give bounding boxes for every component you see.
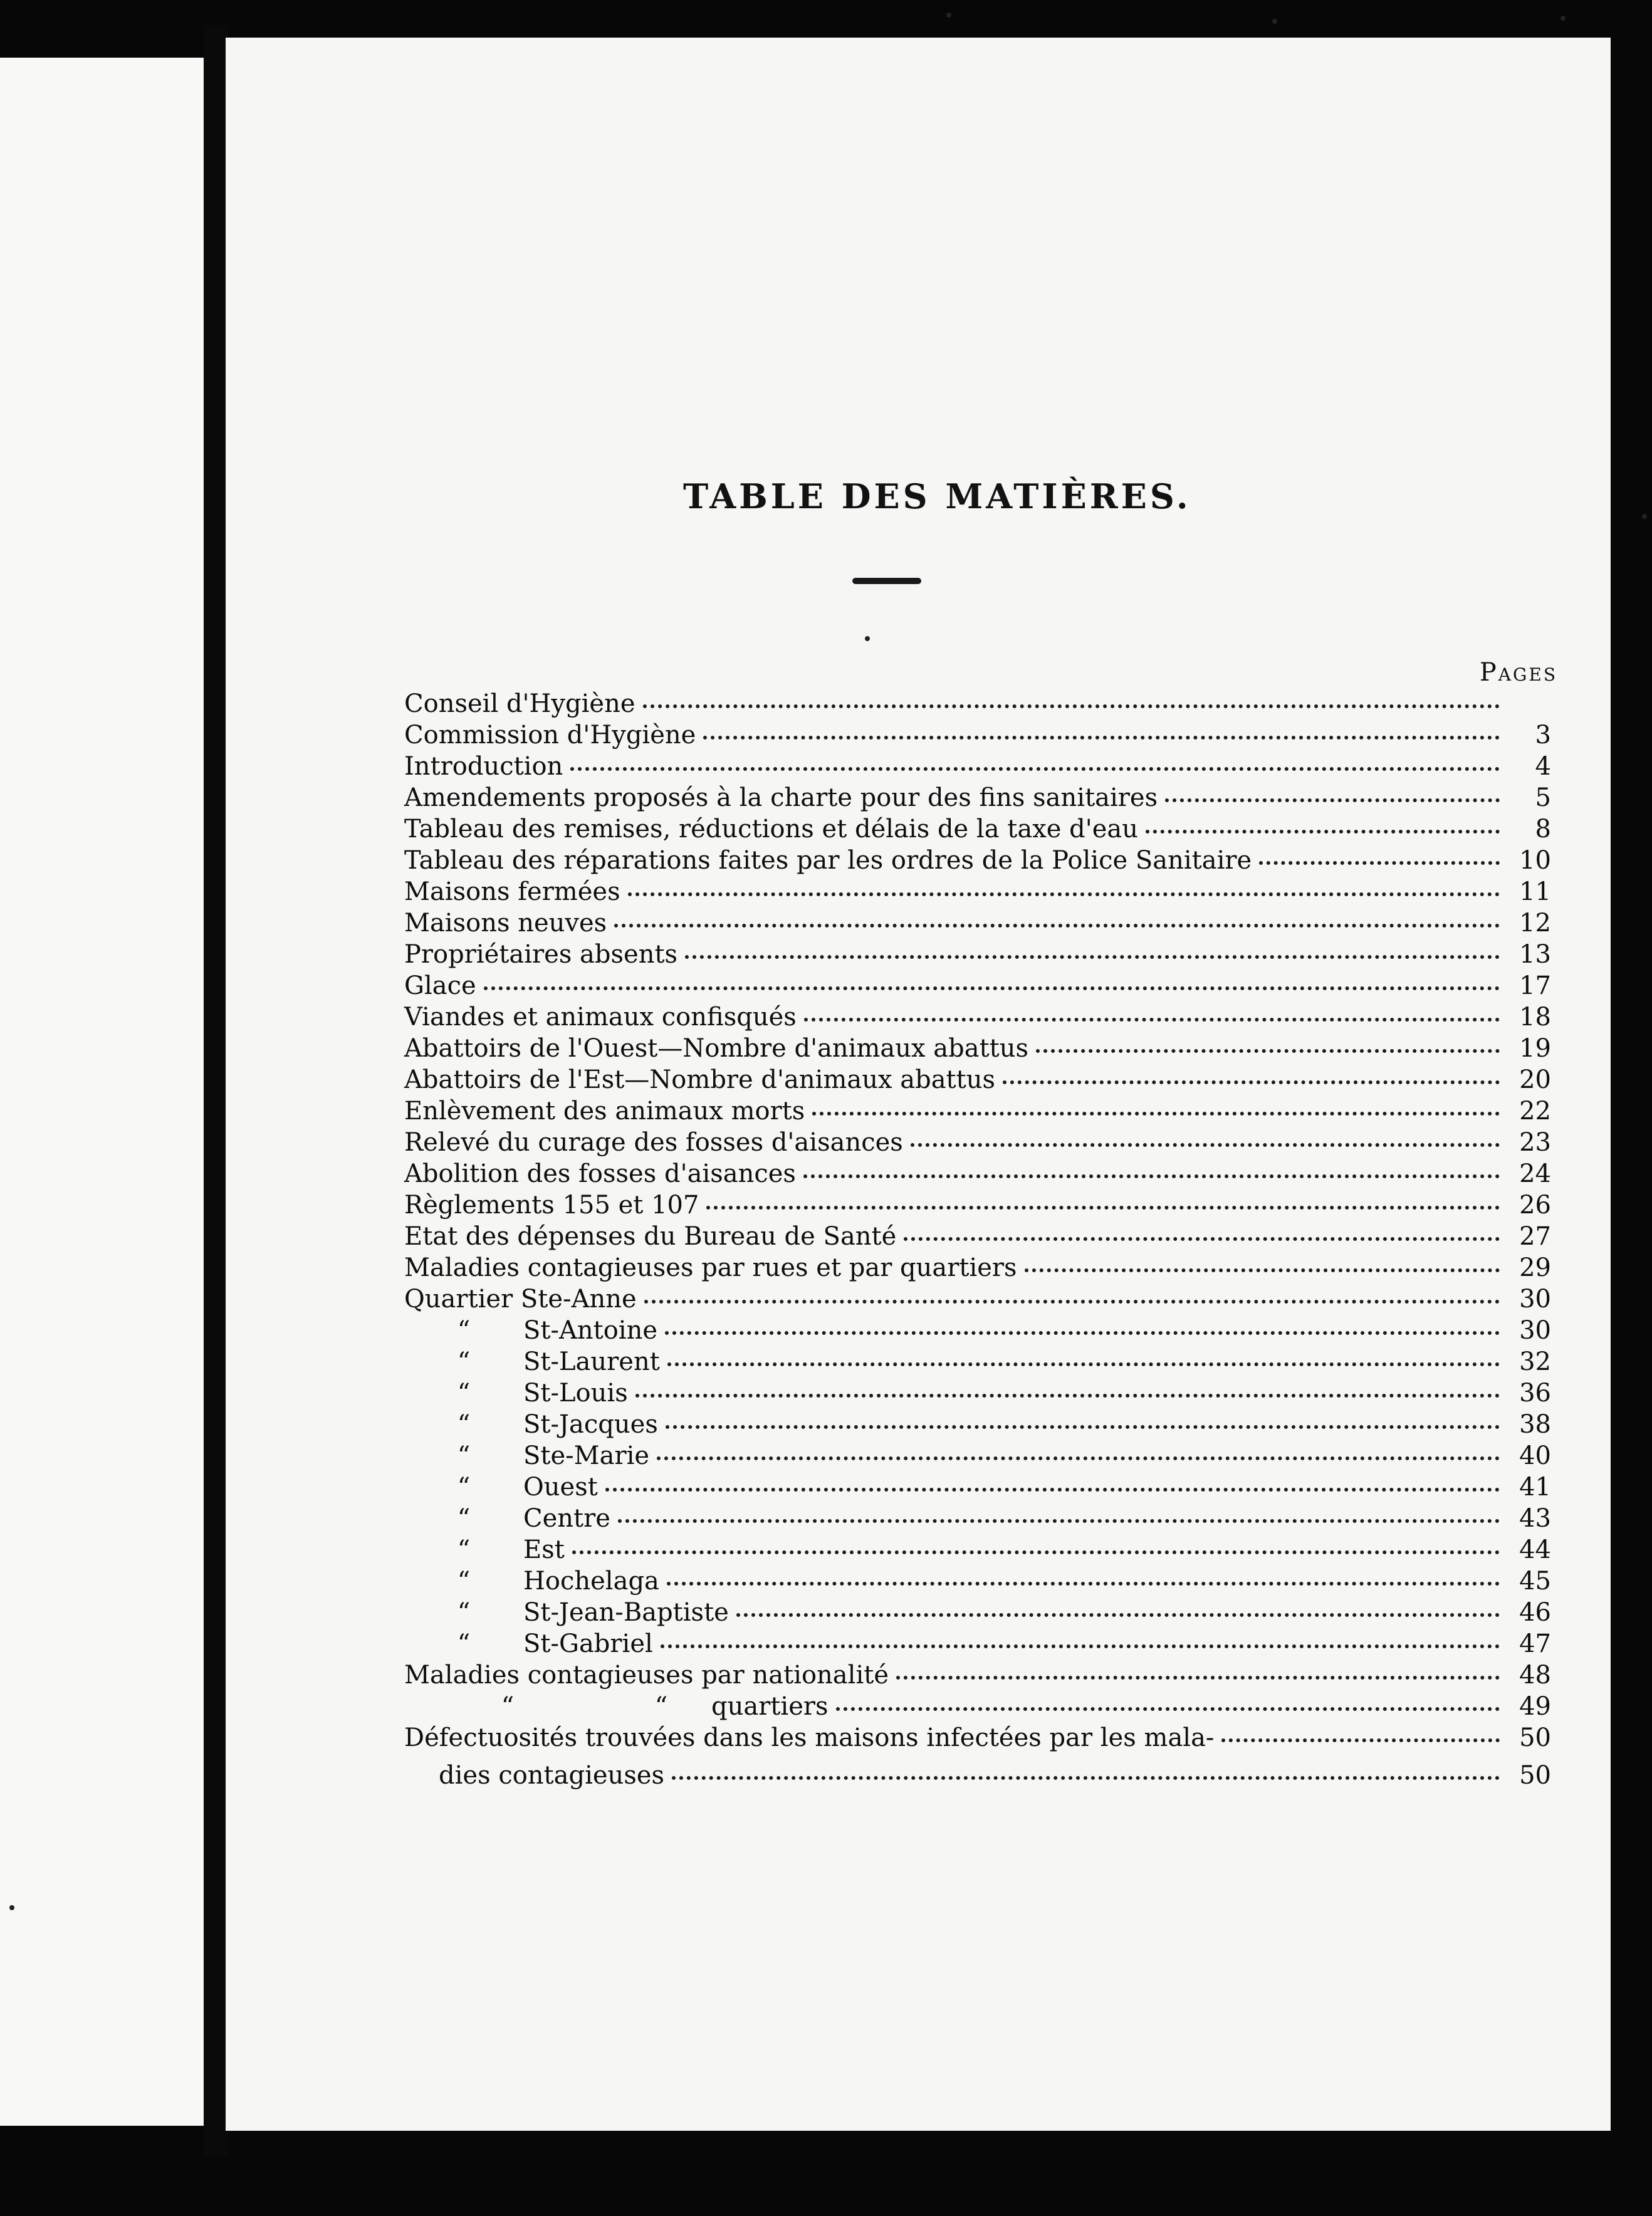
toc-entry-quartier: “ Ste-Marie 40: [457, 1441, 1551, 1470]
toc-entry-quartier: “ St-Jean-Baptiste 46: [457, 1598, 1551, 1627]
toc-entry: Abattoirs de l'Est—Nombre d'animaux abattus 20: [404, 1065, 1551, 1094]
toc-entry: Maisons fermées 11: [404, 877, 1551, 906]
toc-entry-quartier: “ St-Antoine 30: [457, 1316, 1551, 1345]
toc-entry-quartier: “ Est 44: [457, 1535, 1551, 1564]
page-title: TABLE DES MATIÈRES.: [683, 476, 1191, 516]
toc-entry: Viandes et animaux confisqués 18: [404, 1003, 1551, 1032]
toc-entry: Introduction 4: [404, 752, 1551, 781]
toc-entry-quartier: “ St-Gabriel 47: [457, 1629, 1551, 1658]
toc-entry: Propriétaires absents 13: [404, 940, 1551, 969]
toc-entry-quartier: “ Centre 43: [457, 1504, 1551, 1533]
toc-entry-quartier: “ St-Laurent 32: [457, 1347, 1551, 1376]
toc-entry: “ “ quartiers 49: [501, 1692, 1551, 1721]
toc-entry-quartier: “ St-Louis 36: [457, 1379, 1551, 1408]
toc-entry: Abattoirs de l'Ouest—Nombre d'animaux abattus 19: [404, 1034, 1551, 1063]
left-page-edge: [0, 58, 213, 2126]
toc-entry-quartier: “ Hochelaga 45: [457, 1567, 1551, 1596]
toc-entry: Commission d'Hygiène 3: [404, 721, 1551, 750]
toc-entry-quartier: “ St-Jacques 38: [457, 1410, 1551, 1439]
toc-entry: Glace 17: [404, 971, 1551, 1000]
toc-entry: Tableau des remises, réductions et délais de la taxe d'eau 8: [404, 815, 1551, 844]
toc-entry: Quartier Ste-Anne 30: [404, 1285, 1551, 1314]
pages-column-header: Pages: [1479, 658, 1557, 687]
toc-entry: Abolition des fosses d'aisances 24: [404, 1159, 1551, 1188]
toc-entry: Maladies contagieuses par rues et par quartiers 29: [404, 1253, 1551, 1282]
toc-entry: Relevé du curage des fosses d'aisances 23: [404, 1128, 1551, 1157]
toc-entry: Défectuosités trouvées dans les maisons infectées par les mala- 50: [404, 1723, 1551, 1752]
toc-entry: Conseil d'Hygiène: [404, 689, 1551, 719]
toc-entry: Etat des dépenses du Bureau de Santé 27: [404, 1222, 1551, 1251]
title-rule: [852, 578, 921, 584]
toc-entry: Amendements proposés à la charte pour des fins sanitaires 5: [404, 783, 1551, 812]
toc-entry-quartier: “ Ouest 41: [457, 1473, 1551, 1502]
toc-entry: Maisons neuves 12: [404, 909, 1551, 938]
book-binding: [204, 25, 229, 2156]
document-page: [226, 38, 1611, 2131]
toc-entry: Enlèvement des animaux morts 22: [404, 1097, 1551, 1126]
toc-entry: Maladies contagieuses par nationalité 48: [404, 1661, 1551, 1690]
toc-entry: dies contagieuses 50: [439, 1761, 1551, 1790]
toc-entry: Règlements 155 et 107 26: [404, 1191, 1551, 1220]
toc-entry: Tableau des réparations faites par les ordres de la Police Sanitaire 10: [404, 846, 1551, 875]
